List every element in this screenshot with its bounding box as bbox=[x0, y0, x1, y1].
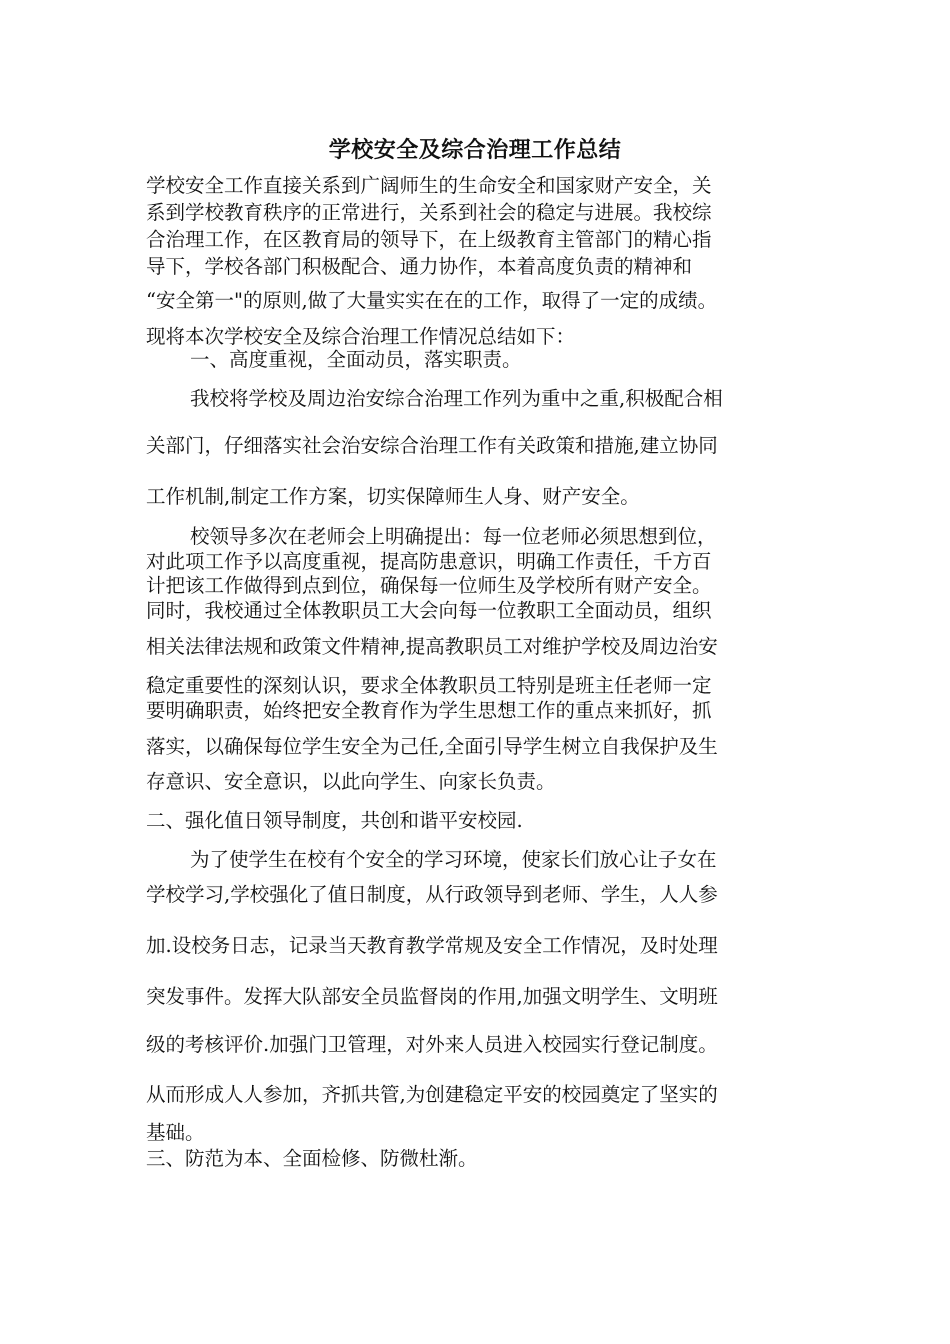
paragraph-line: 关部门，仔细落实社会治安综合治理工作有关政策和措施,建立协同 bbox=[146, 434, 718, 457]
paragraph-line: 要明确职责，始终把安全教育作为学生思想工作的重点来抓好，抓 bbox=[146, 699, 712, 722]
paragraph-line: 落实，以确保每位学生安全为己任,全面引导学生树立自我保护及生 bbox=[146, 735, 718, 758]
paragraph-line: “安全第一"的原则,做了大量实实在在的工作，取得了一定的成绩。 bbox=[146, 289, 718, 312]
paragraph-line: 基础。 bbox=[146, 1121, 205, 1144]
paragraph-line: 存意识、安全意识，以此向学生、向家长负责。 bbox=[146, 770, 556, 793]
paragraph-line: 相关法律法规和政策文件精神,提高教职员工对维护学校及周边治安 bbox=[146, 635, 718, 658]
section-heading-2: 二、强化值日领导制度，共创和谐平安校园. bbox=[146, 809, 523, 832]
paragraph-line: 加.设校务日志，记录当天教育教学常规及安全工作情况，及时处理 bbox=[146, 934, 718, 957]
paragraph-line: 学校学习,学校强化了值日制度，从行政领导到老师、学生，人人参 bbox=[146, 883, 718, 906]
paragraph-line: 现将本次学校安全及综合治理工作情况总结如下： bbox=[146, 325, 576, 348]
paragraph-line: 计把该工作做得到点到位，确保每一位师生及学校所有财产安全。 bbox=[146, 574, 712, 597]
paragraph-line: 同时，我校通过全体教职员工大会向每一位教职工全面动员，组织 bbox=[146, 599, 712, 622]
paragraph-line: 我校将学校及周边治安综合治理工作列为重中之重,积极配合相 bbox=[190, 387, 723, 410]
paragraph-line: 校领导多次在老师会上明确提出：每一位老师必须思想到位， bbox=[190, 525, 717, 548]
paragraph-line: 突发事件。发挥大队部安全员监督岗的作用,加强文明学生、文明班 bbox=[146, 985, 718, 1008]
section-heading-1: 一、高度重视，全面动员，落实职责。 bbox=[190, 348, 522, 371]
paragraph-line: 为了使学生在校有个安全的学习环境，使家长们放心让子女在 bbox=[190, 848, 717, 871]
paragraph-line: 工作机制,制定工作方案，切实保障师生人身、财产安全。 bbox=[146, 485, 640, 508]
paragraph-line: 导下，学校各部门积极配合、通力协作，本着高度负责的精神和 bbox=[146, 255, 693, 278]
document-title: 学校安全及综合治理工作总结 bbox=[328, 137, 622, 163]
paragraph-line: 从而形成人人参加，齐抓共管,为创建稳定平安的校园奠定了坚实的 bbox=[146, 1083, 718, 1106]
paragraph-line: 合治理工作，在区教育局的领导下，在上级教育主管部门的精心指 bbox=[146, 228, 712, 251]
section-heading-3: 三、防范为本、全面检修、防微杜渐。 bbox=[146, 1147, 478, 1170]
paragraph-line: 级的考核评价.加强门卫管理，对外来人员进入校园实行登记制度。 bbox=[146, 1033, 718, 1056]
paragraph-line: 学校安全工作直接关系到广阔师生的生命安全和国家财产安全，关 bbox=[146, 174, 712, 197]
paragraph-line: 系到学校教育秩序的正常进行，关系到社会的稳定与进展。我校综 bbox=[146, 201, 712, 224]
paragraph-line: 对此项工作予以高度重视，提高防患意识，明确工作责任，千方百 bbox=[146, 550, 712, 573]
paragraph-line: 稳定重要性的深刻认识，要求全体教职员工特别是班主任老师一定 bbox=[146, 674, 712, 697]
